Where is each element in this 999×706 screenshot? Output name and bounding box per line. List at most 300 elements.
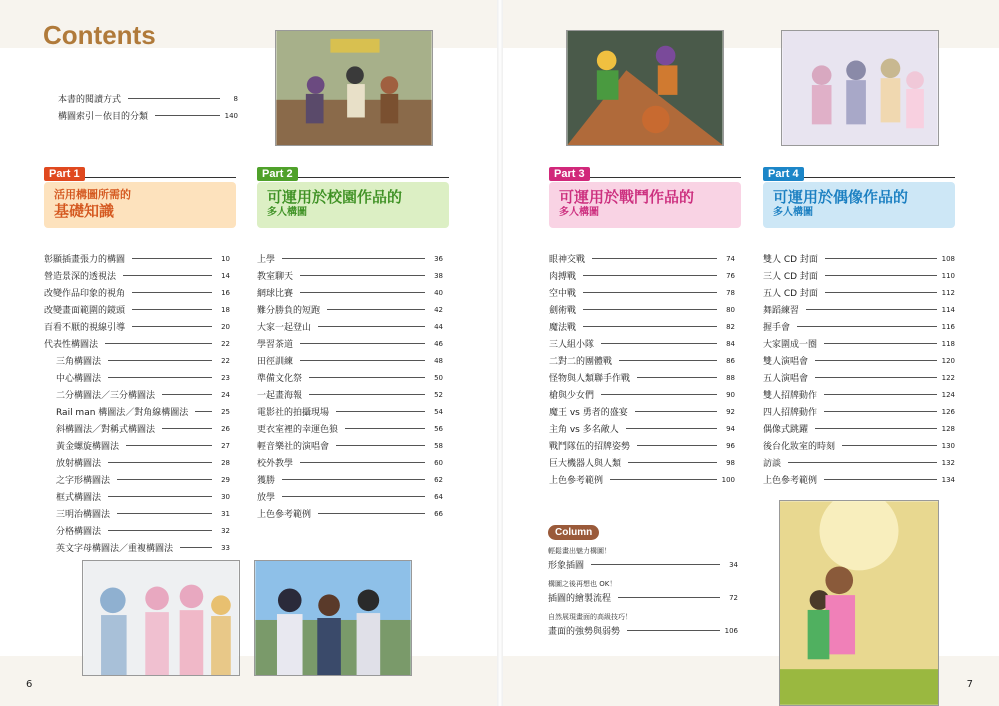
leader-line: [162, 394, 212, 395]
toc-entry: [257, 284, 443, 301]
column-section: [548, 520, 738, 639]
part-title: 可運用於偶像作品的: [773, 188, 909, 206]
toc-entry-label: 三明治構圖法: [56, 510, 111, 520]
toc-entry: [763, 403, 955, 420]
toc-entry-label: 訪談: [763, 459, 782, 469]
toc-entry-page: 108: [941, 254, 955, 263]
illustration-band-stage: [275, 30, 433, 146]
illustration-battle: [566, 30, 724, 146]
toc-entry-page: 34: [729, 560, 738, 569]
toc-entry-page: 82: [726, 322, 735, 331]
toc-entry-page: 25: [221, 407, 230, 416]
toc-entry-page: 128: [941, 424, 955, 433]
toc-entry-page: 46: [434, 339, 443, 348]
toc-entry-label: 三角構圖法: [56, 357, 102, 367]
column-entry: [548, 612, 738, 639]
toc-entry: [549, 369, 735, 386]
toc-entry: [44, 386, 230, 403]
toc-entry-label: 二對二的團體戰: [549, 357, 613, 367]
toc-entry-page: 124: [941, 390, 955, 399]
toc-entry-page: 112: [941, 288, 955, 297]
toc-entry-label: 五人 CD 封面: [763, 289, 818, 299]
toc-entry-label: 形象插圖: [548, 561, 585, 571]
toc-entry-label: 英文字母構圖法／重複構圖法: [56, 544, 174, 554]
toc-entry: [44, 505, 230, 522]
leader-line: [583, 309, 717, 310]
toc-entry: [44, 284, 230, 301]
toc-entry-label: 偶像式跳躍: [763, 425, 809, 435]
part-tag: Part 4: [763, 167, 804, 181]
toc-entry-page: 27: [221, 441, 230, 450]
part-4-header: [763, 162, 955, 228]
toc-entry-label: 五人演唱會: [763, 374, 809, 384]
toc-entry: [548, 556, 738, 573]
part-2-list: [257, 250, 443, 522]
leader-line: [824, 343, 937, 344]
toc-entry-label: 本書的閱讀方式: [58, 95, 122, 105]
part-subtitle: 活用構圖所需的: [54, 188, 131, 201]
column-tag: Column: [548, 525, 599, 540]
part-title: 基礎知識: [54, 202, 115, 220]
toc-entry: [763, 250, 955, 267]
leader-line: [108, 377, 212, 378]
leader-line: [825, 275, 937, 276]
toc-entry-page: 72: [729, 593, 738, 602]
leader-line: [300, 275, 425, 276]
toc-entry-page: 60: [434, 458, 443, 467]
part-tag: Part 1: [44, 167, 85, 181]
toc-entry: [548, 622, 738, 639]
toc-entry-page: 126: [941, 407, 955, 416]
leader-line: [300, 343, 425, 344]
toc-entry: [44, 488, 230, 505]
leader-line: [318, 513, 425, 514]
toc-entry-page: 122: [941, 373, 955, 382]
part-subtitle: 多人構圖: [267, 207, 307, 218]
toc-entry: [763, 369, 955, 386]
toc-entry-label: 畫面的強勢與弱勢: [548, 627, 621, 637]
toc-entry-label: 三人組小隊: [549, 340, 595, 350]
toc-entry: [44, 539, 230, 556]
leader-line: [108, 496, 212, 497]
toc-entry-page: 24: [221, 390, 230, 399]
toc-entry-page: 134: [941, 475, 955, 484]
toc-entry-page: 64: [434, 492, 443, 501]
toc-entry: [257, 403, 443, 420]
toc-entry: [763, 420, 955, 437]
leader-line: [132, 292, 212, 293]
illustration-school-group: [82, 560, 240, 676]
toc-entry-label: 黃金螺旋構圖法: [56, 442, 120, 452]
leader-line: [815, 360, 937, 361]
toc-entry-label: 三人 CD 封面: [763, 272, 818, 282]
toc-entry-page: 80: [726, 305, 735, 314]
toc-entry-label: 大家圍成一圈: [763, 340, 818, 350]
leader-line: [619, 360, 717, 361]
toc-entry: [257, 505, 443, 522]
toc-entry: [44, 335, 230, 352]
column-entry: [548, 546, 738, 573]
toc-entry-label: 空中戰: [549, 289, 577, 299]
toc-entry: [549, 267, 735, 284]
toc-entry-page: 114: [941, 305, 955, 314]
leader-line: [592, 258, 717, 259]
toc-entry-page: 44: [434, 322, 443, 331]
leader-line: [635, 411, 717, 412]
leader-line: [282, 258, 425, 259]
leader-line: [132, 326, 212, 327]
toc-entry-label: 電影社的拍攝現場: [257, 408, 330, 418]
toc-entry: [44, 301, 230, 318]
toc-entry-page: 118: [941, 339, 955, 348]
toc-entry: [44, 352, 230, 369]
toc-entry-page: 22: [221, 339, 230, 348]
leader-line: [628, 462, 717, 463]
toc-entry-page: 116: [941, 322, 955, 331]
toc-entry-label: 一起畫海報: [257, 391, 303, 401]
toc-entry-label: 上色參考範例: [257, 510, 312, 520]
toc-entry-label: 框式構圖法: [56, 493, 102, 503]
toc-entry-page: 48: [434, 356, 443, 365]
toc-entry-label: 田徑訓練: [257, 357, 294, 367]
leader-line: [806, 309, 937, 310]
column-entry-subtitle: 自然展現畫面的高級技巧！: [548, 613, 632, 621]
toc-entry: [44, 318, 230, 335]
toc-entry: [549, 318, 735, 335]
leader-line: [824, 394, 937, 395]
leader-line: [180, 547, 212, 548]
page-gutter: [497, 0, 503, 706]
toc-entry-page: 132: [941, 458, 955, 467]
toc-entry-label: 改變畫面範圍的鏡頭: [44, 306, 126, 316]
toc-entry-label: 放學: [257, 493, 276, 503]
toc-entry-label: 構圖索引－依目的分類: [58, 112, 149, 122]
toc-entry-label: 學習茶道: [257, 340, 294, 350]
toc-entry-page: 20: [221, 322, 230, 331]
part-subtitle: 多人構圖: [773, 207, 813, 218]
toc-entry: [549, 437, 735, 454]
toc-entry: [549, 420, 735, 437]
toc-entry-page: 66: [434, 509, 443, 518]
toc-entry: [257, 301, 443, 318]
part-1-header: [44, 162, 236, 228]
toc-entry-page: 40: [434, 288, 443, 297]
toc-entry-page: 38: [434, 271, 443, 280]
toc-entry-page: 96: [726, 441, 735, 450]
leader-line: [610, 479, 717, 480]
toc-entry-page: 140: [224, 111, 238, 120]
leader-line: [583, 275, 717, 276]
toc-entry-label: 舞蹈練習: [763, 306, 800, 316]
toc-entry-page: 106: [724, 626, 738, 635]
toc-entry: [257, 267, 443, 284]
part-3-list: [549, 250, 735, 488]
toc-entry: [763, 454, 955, 471]
toc-entry-label: 獲勝: [257, 476, 276, 486]
toc-entry-page: 92: [726, 407, 735, 416]
toc-entry: [763, 471, 955, 488]
leader-line: [842, 445, 937, 446]
leader-line: [825, 292, 937, 293]
toc-entry-label: 巨大機器人與人類: [549, 459, 622, 469]
leader-line: [591, 564, 720, 565]
toc-entry-page: 88: [726, 373, 735, 382]
toc-entry-page: 42: [434, 305, 443, 314]
column-entry-subtitle: 構圖之後再想也 OK！: [548, 580, 617, 588]
part-3-header: [549, 162, 741, 228]
part-subtitle: 多人構圖: [559, 207, 599, 218]
toc-entry: [58, 90, 238, 107]
toc-entry: [58, 107, 238, 124]
toc-entry-label: 怪物與人類聯手作戰: [549, 374, 631, 384]
leader-line: [336, 445, 425, 446]
toc-entry-page: 10: [221, 254, 230, 263]
toc-entry-page: 76: [726, 271, 735, 280]
illustration-school-trip: [254, 560, 412, 676]
leader-line: [105, 343, 212, 344]
toc-entry: [44, 471, 230, 488]
toc-entry-page: 86: [726, 356, 735, 365]
toc-entry-label: 分格構圖法: [56, 527, 102, 537]
toc-entry: [257, 250, 443, 267]
toc-entry-label: 斜構圖法／對稱式構圖法: [56, 425, 156, 435]
toc-entry-label: Rail man 構圖法／對角線構圖法: [56, 408, 189, 418]
toc-entry-label: 劍術戰: [549, 306, 577, 316]
toc-entry: [763, 335, 955, 352]
toc-entry-label: 魔法戰: [549, 323, 577, 333]
toc-entry-page: 30: [221, 492, 230, 501]
leader-line: [336, 411, 425, 412]
part-1-list: [44, 250, 230, 556]
toc-entry: [548, 589, 738, 606]
toc-entry: [44, 250, 230, 267]
toc-entry-label: 上色參考範例: [549, 476, 604, 486]
part-tag: Part 2: [257, 167, 298, 181]
toc-entry-page: 120: [941, 356, 955, 365]
leader-line: [309, 394, 425, 395]
part-title: 可運用於戰鬥作品的: [559, 188, 695, 206]
toc-entry-label: 插圖的繪製流程: [548, 594, 612, 604]
toc-entry-page: 23: [221, 373, 230, 382]
toc-entry-label: 眼神交戰: [549, 255, 586, 265]
illustration-idol-group: [781, 30, 939, 146]
toc-entry-page: 8: [233, 94, 238, 103]
leader-line: [601, 394, 717, 395]
toc-entry-label: 四人招牌動作: [763, 408, 818, 418]
toc-entry: [549, 335, 735, 352]
toc-entry-label: 握手會: [763, 323, 791, 333]
toc-entry-page: 36: [434, 254, 443, 263]
toc-entry: [44, 267, 230, 284]
leader-line: [815, 377, 937, 378]
toc-entry: [763, 284, 955, 301]
toc-entry-page: 90: [726, 390, 735, 399]
toc-entry: [44, 420, 230, 437]
toc-entry-label: 上學: [257, 255, 276, 265]
toc-entry-page: 16: [221, 288, 230, 297]
toc-entry: [257, 454, 443, 471]
toc-entry: [763, 352, 955, 369]
leader-line: [327, 309, 425, 310]
toc-entry-label: 後台化妝室的時刻: [763, 442, 836, 452]
part-band: [549, 182, 741, 228]
part-2-header: [257, 162, 449, 228]
toc-entry: [763, 318, 955, 335]
toc-entry: [44, 403, 230, 420]
toc-entry-page: 62: [434, 475, 443, 484]
leader-line: [300, 462, 425, 463]
toc-entry-label: 百看不厭的視線引導: [44, 323, 126, 333]
column-entry: [548, 579, 738, 606]
part-title: 可運用於校園作品的: [267, 188, 403, 206]
toc-entry-label: 二分構圖法／三分構圖法: [56, 391, 156, 401]
leader-line: [128, 98, 220, 99]
toc-entry-page: 94: [726, 424, 735, 433]
leader-line: [132, 258, 212, 259]
toc-entry-page: 26: [221, 424, 230, 433]
toc-entry-page: 28: [221, 458, 230, 467]
leader-line: [155, 115, 220, 116]
toc-entry-label: 改變作品印象的視角: [44, 289, 126, 299]
leader-line: [108, 462, 212, 463]
leader-line: [132, 309, 212, 310]
toc-entry-label: 難分勝負的短跑: [257, 306, 321, 316]
toc-entry: [763, 301, 955, 318]
toc-entry-label: 輕音樂社的演唱會: [257, 442, 330, 452]
toc-entry-page: 130: [941, 441, 955, 450]
toc-entry-page: 14: [221, 271, 230, 280]
toc-entry-label: 更衣室裡的幸運色狼: [257, 425, 339, 435]
leader-line: [309, 377, 425, 378]
toc-entry-page: 54: [434, 407, 443, 416]
toc-entry-label: 教室聊天: [257, 272, 294, 282]
leader-line: [123, 275, 212, 276]
leader-line: [627, 630, 720, 631]
toc-entry: [549, 352, 735, 369]
toc-entry-label: 網球比賽: [257, 289, 294, 299]
toc-entry: [763, 267, 955, 284]
leader-line: [618, 597, 720, 598]
toc-entry-page: 18: [221, 305, 230, 314]
part-4-list: [763, 250, 955, 488]
toc-entry: [44, 369, 230, 386]
leader-line: [815, 428, 937, 429]
toc-entry: [549, 403, 735, 420]
toc-entry-page: 56: [434, 424, 443, 433]
toc-entry-page: 100: [721, 475, 735, 484]
toc-entry: [257, 488, 443, 505]
toc-entry: [44, 437, 230, 454]
leader-line: [788, 462, 937, 463]
page-title: Contents: [43, 20, 156, 50]
toc-entry-label: 雙人 CD 封面: [763, 255, 818, 265]
toc-entry: [549, 454, 735, 471]
leader-line: [108, 530, 212, 531]
toc-entry-label: 彰顯插畫張力的構圖: [44, 255, 126, 265]
leader-line: [162, 428, 212, 429]
leader-line: [108, 360, 212, 361]
part-band: [257, 182, 449, 228]
toc-entry-label: 之字形構圖法: [56, 476, 111, 486]
page-number-right: 7: [966, 679, 973, 690]
illustration-idol-concert: [779, 500, 939, 706]
part-tag: Part 3: [549, 167, 590, 181]
toc-entry: [257, 420, 443, 437]
toc-entry-label: 雙人招牌動作: [763, 391, 818, 401]
leader-line: [824, 479, 937, 480]
leader-line: [601, 343, 717, 344]
leader-line: [300, 292, 425, 293]
leader-line: [282, 479, 425, 480]
toc-entry: [549, 284, 735, 301]
toc-entry: [257, 471, 443, 488]
toc-entry: [549, 386, 735, 403]
toc-entry-page: 78: [726, 288, 735, 297]
leader-line: [825, 258, 937, 259]
page-number-left: 6: [26, 679, 33, 690]
toc-entry: [763, 386, 955, 403]
toc-entry-page: 98: [726, 458, 735, 467]
leader-line: [637, 377, 717, 378]
leader-line: [117, 479, 212, 480]
toc-entry: [257, 369, 443, 386]
toc-entry-label: 肉搏戰: [549, 272, 577, 282]
toc-entry: [44, 522, 230, 539]
toc-entry-page: 29: [221, 475, 230, 484]
leader-line: [583, 292, 717, 293]
leader-line: [300, 360, 425, 361]
toc-entry-label: 上色參考範例: [763, 476, 818, 486]
leader-line: [345, 428, 425, 429]
toc-entry: [549, 471, 735, 488]
toc-entry-page: 32: [221, 526, 230, 535]
toc-entry: [257, 437, 443, 454]
toc-entry-page: 110: [941, 271, 955, 280]
leader-line: [583, 326, 717, 327]
toc-entry-label: 槍與少女們: [549, 391, 595, 401]
toc-entry-label: 準備文化祭: [257, 374, 303, 384]
toc-entry-label: 大家一起登山: [257, 323, 312, 333]
leader-line: [195, 411, 212, 412]
column-entry-subtitle: 輕鬆畫出魅力構圖！: [548, 547, 611, 555]
toc-entry-label: 戰鬥隊伍的招牌姿勢: [549, 442, 631, 452]
toc-entry: [257, 318, 443, 335]
toc-entry-label: 雙人演唱會: [763, 357, 809, 367]
toc-entry-page: 74: [726, 254, 735, 263]
toc-entry-page: 84: [726, 339, 735, 348]
leader-line: [626, 428, 717, 429]
toc-entry-page: 22: [221, 356, 230, 365]
leader-line: [282, 496, 425, 497]
leader-line: [824, 411, 937, 412]
toc-entry-label: 校外教學: [257, 459, 294, 469]
toc-entry: [257, 352, 443, 369]
toc-entry-label: 營造景深的透視法: [44, 272, 117, 282]
toc-entry-page: 50: [434, 373, 443, 382]
toc-entry: [763, 437, 955, 454]
toc-entry-label: 主角 vs 多名敵人: [549, 425, 619, 435]
toc-entry-label: 中心構圖法: [56, 374, 102, 384]
toc-entry-label: 放射構圖法: [56, 459, 102, 469]
toc-entry: [44, 454, 230, 471]
toc-entry-page: 58: [434, 441, 443, 450]
toc-entry: [257, 335, 443, 352]
leader-line: [126, 445, 212, 446]
toc-entry-page: 52: [434, 390, 443, 399]
toc-entry-label: 代表性構圖法: [44, 340, 99, 350]
toc-entry-label: 魔王 vs 勇者的盛宴: [549, 408, 628, 418]
toc-entry-page: 31: [221, 509, 230, 518]
